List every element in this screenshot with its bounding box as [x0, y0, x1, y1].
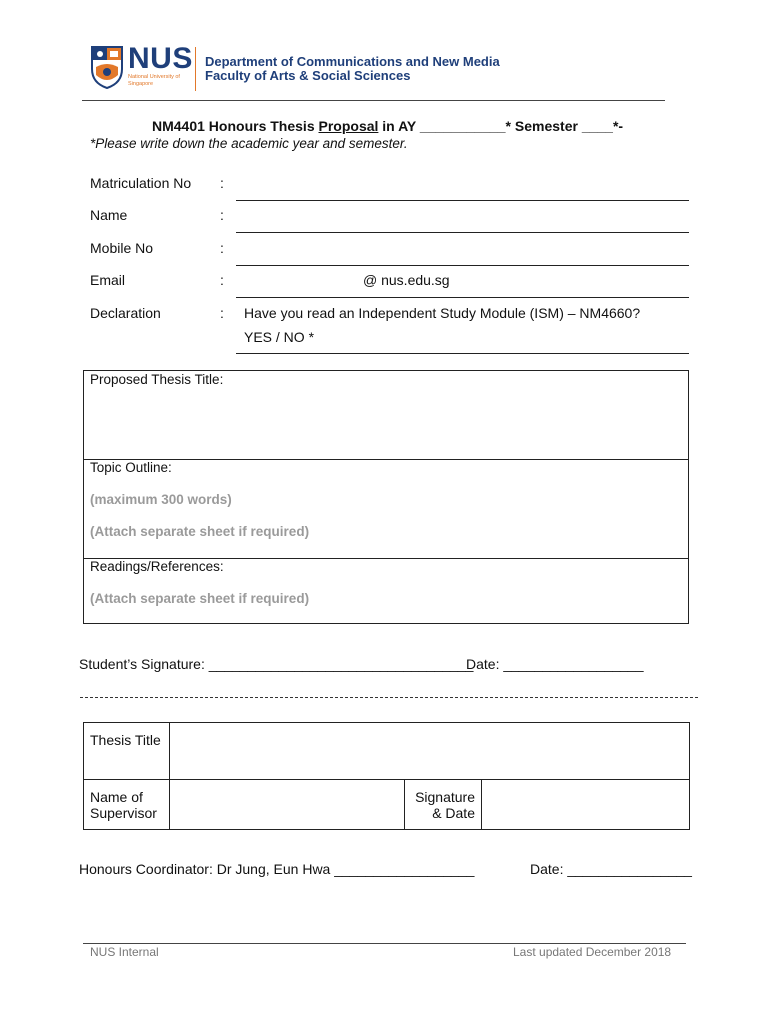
matric-field[interactable] [236, 200, 689, 201]
declaration-answer[interactable]: YES / NO * [244, 329, 315, 345]
nus-logo-subtitle: National University of Singapore [128, 74, 180, 87]
email-colon: : [220, 272, 224, 288]
declaration-question: Have you read an Independent Study Module (ISM) – NM4660? [244, 305, 641, 321]
matric-label: Matriculation No [90, 175, 192, 191]
footer-updated: Last updated December 2018 [513, 945, 672, 959]
supervisor-name-cell[interactable] [170, 780, 405, 830]
matric-colon: : [220, 175, 224, 191]
declaration-field [236, 353, 689, 354]
outline-word-limit-hint: (maximum 300 words) [90, 492, 232, 507]
nus-logo [90, 42, 500, 95]
footer-classification: NUS Internal [90, 945, 159, 959]
name-field[interactable] [236, 232, 689, 233]
declaration-colon: : [220, 305, 224, 321]
outline-attach-hint: (Attach separate sheet if required) [90, 524, 310, 539]
faculty-name: Faculty of Arts & Social Sciences [205, 68, 411, 83]
supervisor-sig-date-cell[interactable] [482, 780, 690, 830]
thesis-title-label-cell: Thesis Title [84, 723, 170, 780]
topic-outline-label: Topic Outline: [90, 460, 172, 475]
nus-wordmark: NUS [128, 42, 193, 75]
coordinator-signature-field[interactable]: Honours Coordinator: Dr Jung, Eun Hwa __________________ [79, 861, 475, 877]
mobile-field[interactable] [236, 265, 689, 266]
logo-divider [195, 47, 196, 91]
footer-divider [83, 943, 686, 944]
nus-crest-icon [90, 45, 124, 89]
sig-date-label-cell: Signature & Date [405, 780, 482, 830]
student-date-field[interactable]: Date: __________________ [466, 656, 644, 672]
proposed-title-label: Proposed Thesis Title: [90, 372, 224, 387]
mobile-colon: : [220, 240, 224, 256]
proposal-divider-1 [84, 459, 688, 460]
student-signature-field[interactable]: Student’s Signature: __________________________________ [79, 656, 474, 672]
readings-attach-hint: (Attach separate sheet if required) [90, 591, 310, 606]
header-divider [82, 100, 665, 101]
supervisor-label-cell: Name of Supervisor [84, 780, 170, 830]
email-label: Email [90, 272, 126, 288]
email-field[interactable] [236, 297, 689, 298]
proposal-box [83, 370, 689, 624]
cut-line [80, 697, 698, 698]
thesis-title-cell[interactable] [170, 723, 690, 780]
title-underlined-word: Proposal [318, 118, 379, 134]
coordinator-date-field[interactable]: Date: ________________ [530, 861, 692, 877]
title-note: *Please write down the academic year and semester. [90, 136, 408, 151]
supervisor-table [83, 722, 690, 830]
department-name: Department of Communications and New Media [205, 54, 500, 69]
email-domain: @ nus.edu.sg [363, 272, 450, 288]
readings-label: Readings/References: [90, 559, 224, 574]
mobile-label: Mobile No [90, 240, 154, 256]
name-colon: : [220, 207, 224, 223]
name-label: Name [90, 207, 128, 223]
declaration-label: Declaration [90, 305, 161, 321]
form-title: NM4401 Honours Thesis Proposal in AY ___________* Semester ____*- [152, 118, 624, 134]
